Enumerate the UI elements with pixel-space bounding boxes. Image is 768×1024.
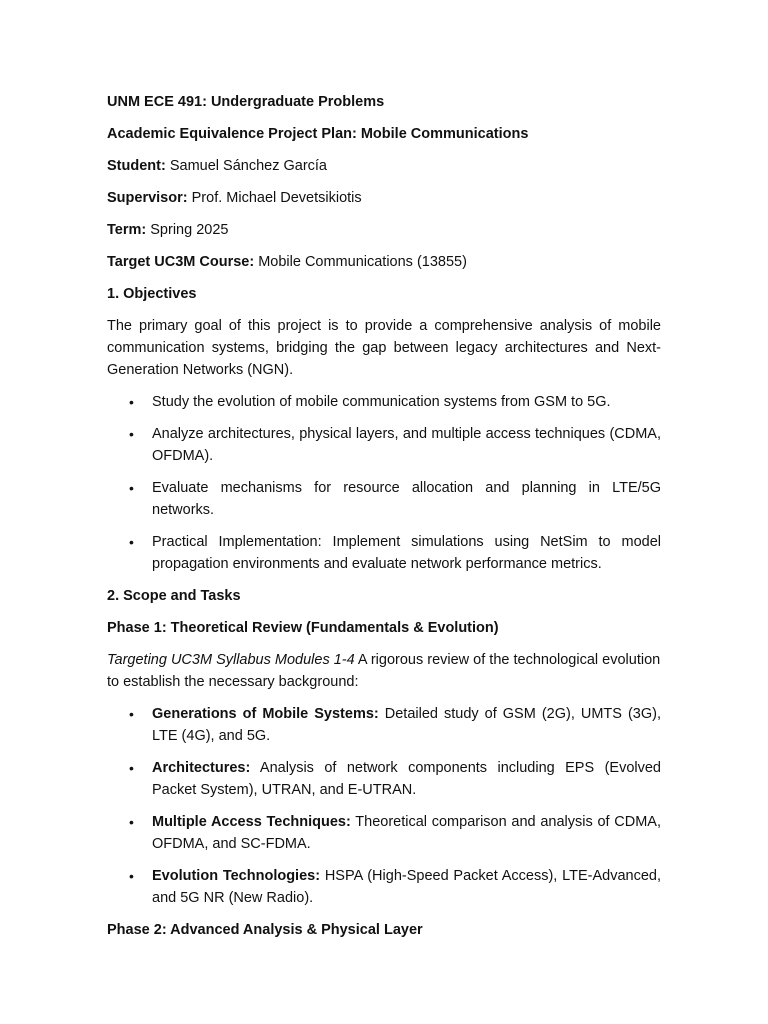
bullet-icon: • bbox=[129, 868, 134, 884]
target-course-label: Target UC3M Course: bbox=[107, 254, 255, 270]
supervisor-label: Supervisor: bbox=[107, 190, 188, 206]
list-item bbox=[107, 477, 661, 521]
list-item bbox=[107, 865, 661, 909]
term-value: Spring 2025 bbox=[150, 222, 229, 238]
list-item-term: Multiple Access Techniques: bbox=[152, 814, 351, 830]
target-course-line bbox=[107, 251, 661, 273]
document-page bbox=[107, 91, 661, 951]
phase1-list bbox=[107, 703, 661, 909]
term-label: Term: bbox=[107, 222, 147, 238]
bullet-icon: • bbox=[129, 534, 134, 550]
objectives-intro: The primary goal of this project is to provide a comprehensive analysis of mobile communication systems, bridging the gap between legacy architectures and Next-Generation Networks (NGN). bbox=[107, 318, 661, 378]
phase1-intro bbox=[107, 649, 661, 693]
list-item bbox=[107, 391, 661, 413]
list-item-text: Practical Implementation: Implement simulations using NetSim to model propagation environments and evaluate network performance metrics. bbox=[152, 534, 661, 572]
list-item bbox=[107, 423, 661, 467]
list-item-text: Detailed study of GSM (2G), UMTS (3G), LTE (4G), and 5G. bbox=[152, 706, 661, 744]
target-course-value: Mobile Communications (13855) bbox=[258, 254, 467, 270]
list-item-text: Study the evolution of mobile communication systems from GSM to 5G. bbox=[152, 394, 611, 410]
phase1-intro-text: A rigorous review of the technological evolution to establish the necessary background: bbox=[107, 652, 661, 690]
phase2-heading: Phase 2: Advanced Analysis & Physical Layer bbox=[107, 922, 423, 938]
course-title: UNM ECE 491: Undergraduate Problems bbox=[107, 94, 385, 110]
bullet-icon: • bbox=[129, 426, 134, 442]
list-item bbox=[107, 757, 661, 801]
list-item bbox=[107, 531, 661, 575]
bullet-icon: • bbox=[129, 706, 134, 722]
student-value: Samuel Sánchez García bbox=[169, 158, 327, 174]
plan-title: Academic Equivalence Project Plan: Mobile Communications bbox=[107, 126, 529, 142]
list-item bbox=[107, 811, 661, 855]
phase1-intro-italic: Targeting UC3M Syllabus Modules 1-4 bbox=[107, 652, 355, 668]
scope-heading: 2. Scope and Tasks bbox=[107, 588, 241, 604]
term-line bbox=[107, 219, 661, 241]
bullet-icon: • bbox=[129, 394, 134, 410]
list-item-term: Evolution Technologies: bbox=[152, 868, 321, 884]
bullet-icon: • bbox=[129, 760, 134, 776]
list-item-text: Evaluate mechanisms for resource allocation and planning in LTE/5G networks. bbox=[152, 480, 661, 518]
list-item-text: Analysis of network components including EPS (Evolved Packet System), UTRAN, and E-UTRAN. bbox=[152, 760, 661, 798]
bullet-icon: • bbox=[129, 814, 134, 830]
list-item-text: Theoretical comparison and analysis of CDMA, OFDMA, and SC-FDMA. bbox=[152, 814, 661, 852]
student-line bbox=[107, 155, 661, 177]
supervisor-value: Prof. Michael Devetsikiotis bbox=[191, 190, 362, 206]
list-item-text: Analyze architectures, physical layers, and multiple access techniques (CDMA, OFDMA). bbox=[152, 426, 661, 464]
objectives-heading: 1. Objectives bbox=[107, 286, 197, 302]
list-item bbox=[107, 703, 661, 747]
supervisor-line bbox=[107, 187, 661, 209]
list-item-term: Generations of Mobile Systems: bbox=[152, 706, 379, 722]
bullet-icon: • bbox=[129, 480, 134, 496]
list-item-text: HSPA (High-Speed Packet Access), LTE-Advanced, and 5G NR (New Radio). bbox=[152, 868, 661, 906]
phase1-heading: Phase 1: Theoretical Review (Fundamentals & Evolution) bbox=[107, 620, 499, 636]
student-label: Student: bbox=[107, 158, 166, 174]
list-item-term: Architectures: bbox=[152, 760, 251, 776]
objectives-list bbox=[107, 391, 661, 575]
